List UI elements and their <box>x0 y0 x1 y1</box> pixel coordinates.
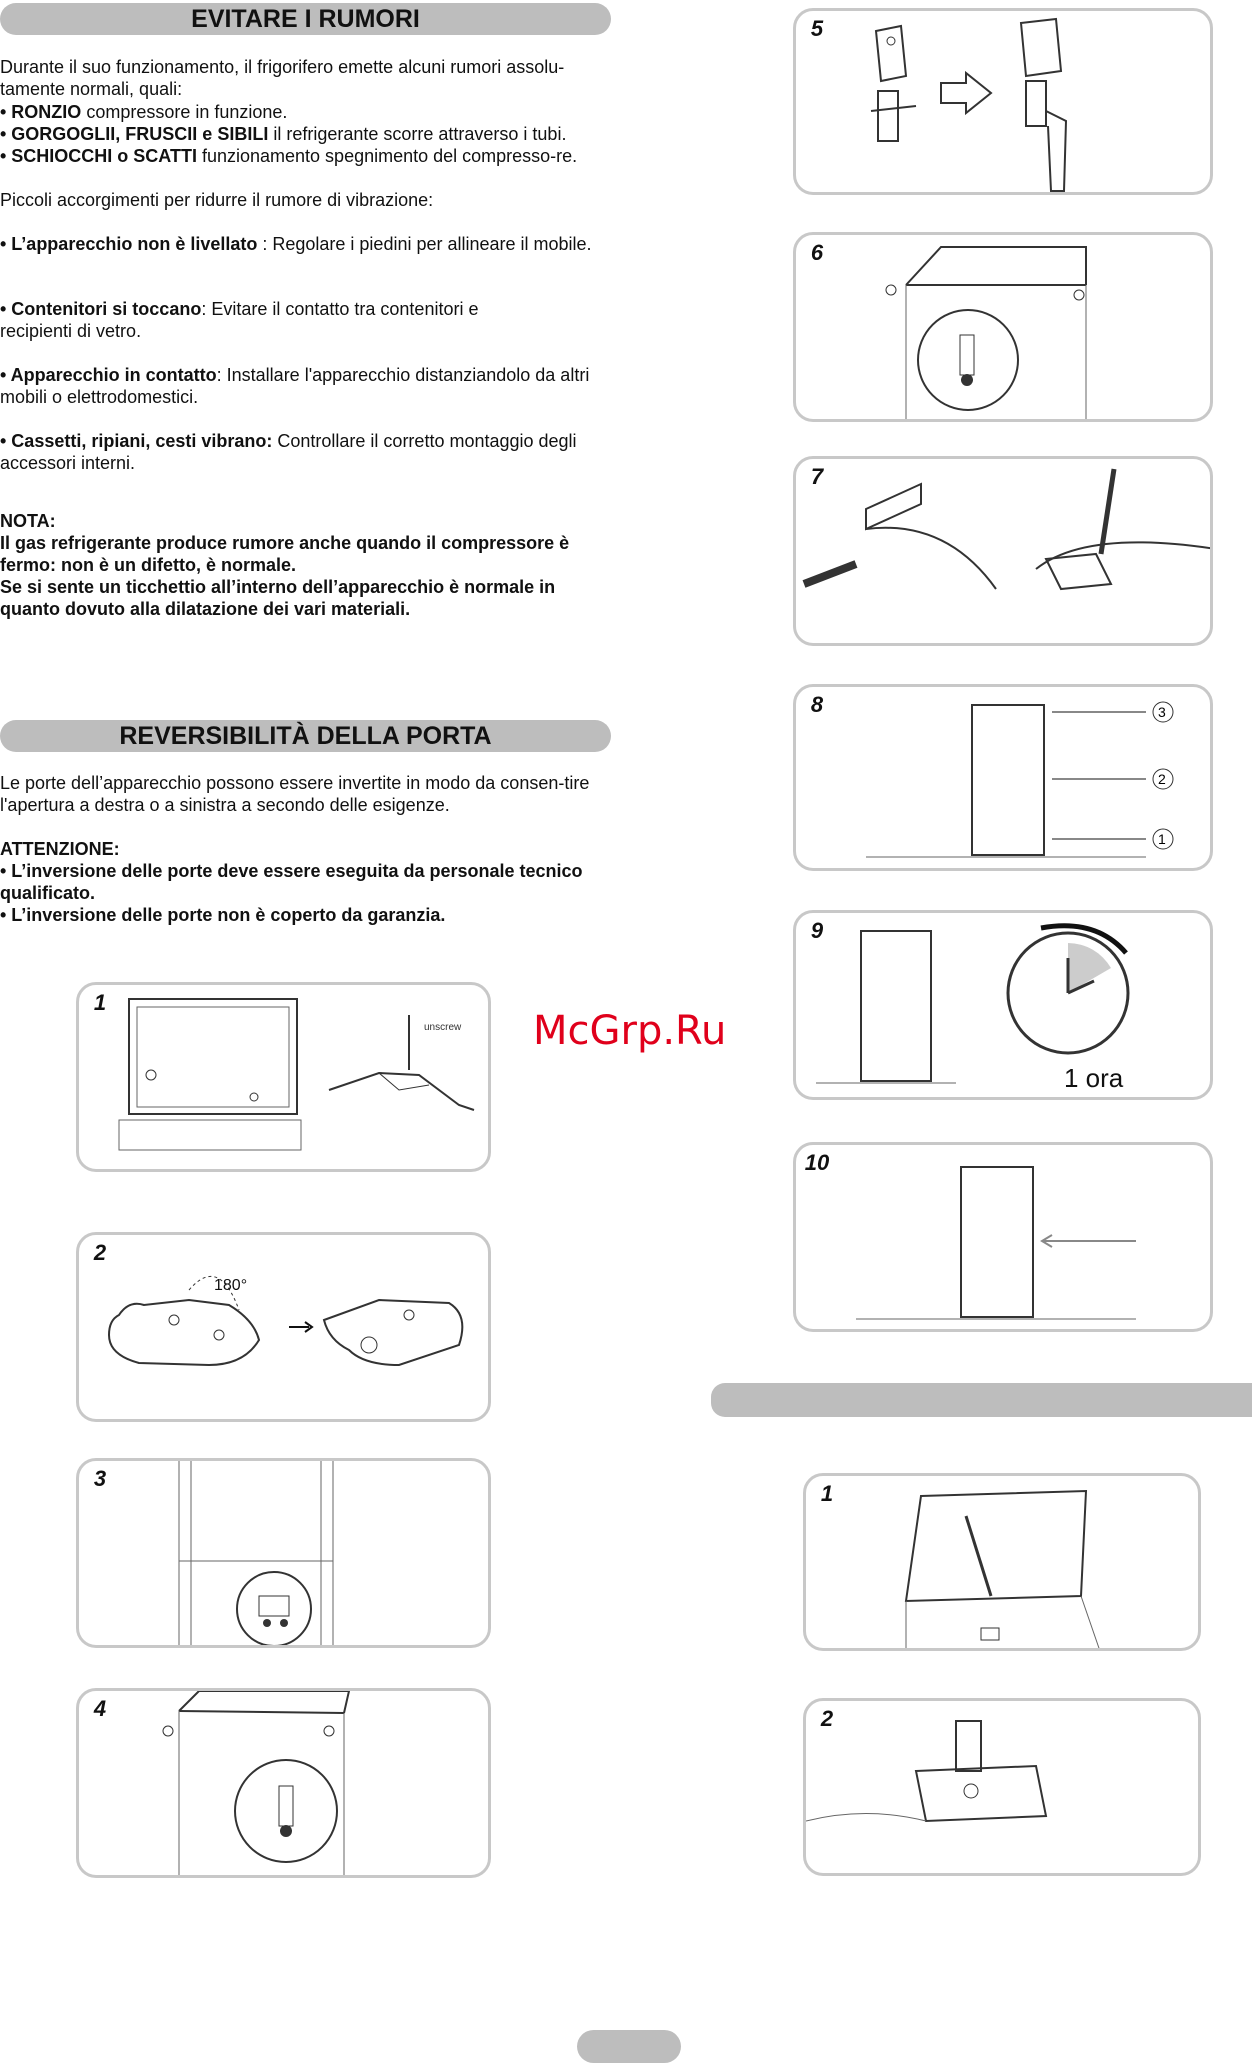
arrow-label: 3 <box>1158 704 1166 720</box>
tip-item: • Apparecchio in contatto: Installare l'apparecchio distanziandolo da altri mobili o elettrodomestici. <box>0 365 590 407</box>
step-number: 2 <box>814 1706 840 1732</box>
step-number: 4 <box>87 1696 113 1722</box>
warning-text: • L’inversione delle porte non è coperto da garanzia. <box>0 905 446 925</box>
note-title: NOTA: <box>0 511 56 531</box>
step-panel-9 <box>793 910 1213 1100</box>
arrow-label: 2 <box>1158 771 1166 787</box>
step-number: 5 <box>804 16 830 42</box>
watermark-text: McGrp.Ru <box>533 1008 727 1054</box>
tip-item: • L’apparecchio non è livellato : Regolare i piedini per allineare il mobile. <box>0 234 592 254</box>
door-section-title: REVERSIBILITÀ DELLA PORTA <box>0 720 611 752</box>
warning-title: ATTENZIONE: <box>0 839 120 859</box>
arrow-label: 1 <box>1158 831 1166 847</box>
fridge-reposition-illustration <box>796 1145 1213 1332</box>
warning-text: • L’inversione delle porte deve essere eseguita da personale tecnico qualificato. <box>0 861 583 903</box>
step-number: 1 <box>814 1481 840 1507</box>
hinge-bracket-illustration <box>806 1701 1201 1876</box>
step-panel-6 <box>793 232 1213 422</box>
step-number: 1 <box>87 990 113 1016</box>
step-panel-1 <box>76 982 491 1172</box>
tip-item: • Cassetti, ripiani, cesti vibrano: Controllare il corretto montaggio degli accessori interni. <box>0 431 577 473</box>
note-text: Il gas refrigerante produce rumore anche quando il compressore è fermo: non è un difetto, è normale. <box>0 533 570 575</box>
step-panel-b2 <box>803 1698 1201 1876</box>
unscrew-label: unscrew <box>424 1022 462 1033</box>
step-panel-3 <box>76 1458 491 1648</box>
fridge-top-hinge-illustration <box>796 235 1213 422</box>
section-divider-bar <box>711 1383 1252 1417</box>
step-panel-10 <box>793 1142 1213 1332</box>
tips-intro: Piccoli accorgimenti per ridurre il rumore di vibrazione: <box>0 190 434 210</box>
step-panel-2 <box>76 1232 491 1422</box>
fridge-top-view-illustration <box>79 1461 491 1648</box>
step-panel-7 <box>793 456 1213 646</box>
hinge-removal-illustration <box>79 1691 491 1878</box>
step-panel-5 <box>793 8 1213 195</box>
note-text: Se si sente un ticchettio all’interno dell’apparecchio è normale in quanto dovuto alla dilatazione dei vari materiali. <box>0 577 556 619</box>
rotate-label: 180° <box>214 1277 248 1294</box>
noise-intro: Durante il suo funzionamento, il frigorifero emette alcuni rumori assolu-tamente normali, quali: <box>0 57 565 99</box>
fridge-wait-clock-illustration <box>796 913 1213 1100</box>
step-number: 6 <box>804 240 830 266</box>
fridge-top-screw-illustration <box>806 1476 1201 1651</box>
step-number: 9 <box>804 918 830 944</box>
step-number: 7 <box>804 464 830 490</box>
page-number-pill <box>577 2030 681 2063</box>
noise-section-title: EVITARE I RUMORI <box>0 3 611 35</box>
step-panel-b1 <box>803 1473 1201 1651</box>
hinge-rotate-illustration <box>79 1235 491 1422</box>
step-number: 2 <box>87 1240 113 1266</box>
step-panel-8 <box>793 684 1213 871</box>
noise-item: • GORGOGLII, FRUSCII e SIBILI il refrigerante scorre attraverso i tubi. <box>0 124 567 144</box>
step-panel-4 <box>76 1688 491 1878</box>
tip-item: • Contenitori si toccano: Evitare il contatto tra contenitori e recipienti di vetro. <box>0 299 479 341</box>
hinge-wrench-illustration <box>796 11 1213 195</box>
fridge-level-arrows-illustration <box>796 687 1213 871</box>
noise-item: • SCHIOCCHI o SCATTI funzionamento spegnimento del compresso-re. <box>0 146 578 166</box>
step-number: 8 <box>804 692 830 718</box>
noise-item: • RONZIO compressore in funzione. <box>0 102 288 122</box>
hinge-screwdriver-illustration <box>796 459 1213 646</box>
wait-time-label: 1 ora <box>1064 1063 1124 1093</box>
fridge-top-hinge-illustration <box>79 985 491 1172</box>
step-number: 3 <box>87 1466 113 1492</box>
door-intro: Le porte dell’apparecchio possono essere invertite in modo da consen-tire l'apertura a destra o a sinistra a secondo delle esigenze. <box>0 773 590 815</box>
step-number: 10 <box>804 1150 830 1175</box>
